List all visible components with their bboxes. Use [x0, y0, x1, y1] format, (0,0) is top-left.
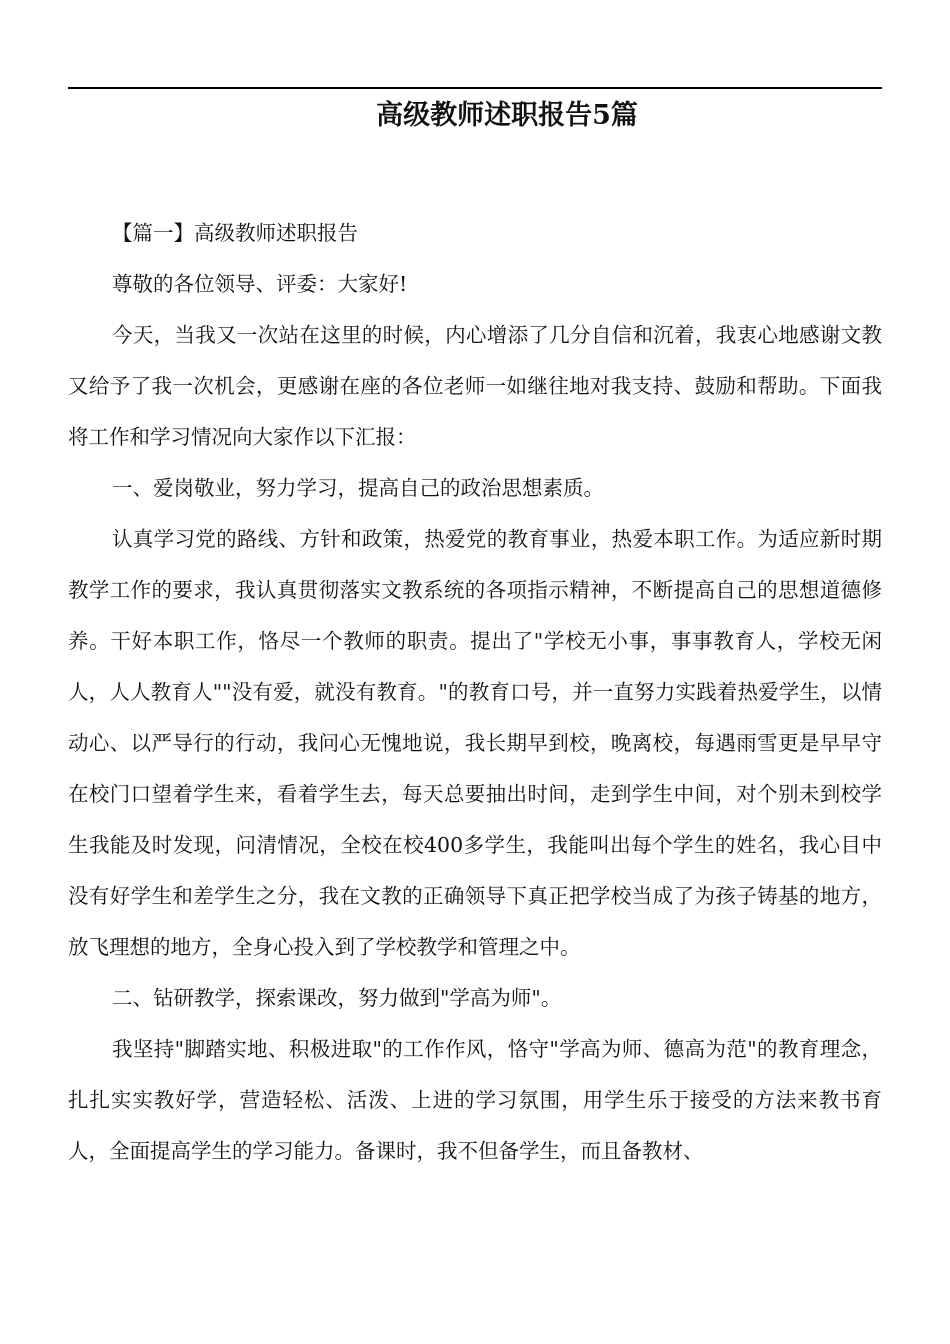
paragraph-heading-1: 一、爱岗敬业，努力学习，提高自己的政治思想素质。 [112, 476, 604, 500]
paragraph-intro: 今天，当我又一次站在这里的时候，内心增添了几分自信和沉着，我衷心地感谢文教又给予了我一次机会，更感谢在座的各位老师一如继往地对我支持、鼓励和帮助。下面我将工作和学习情况向大家作以下汇报： [68, 323, 882, 449]
paragraph-heading-2: 二、钻研教学，探索课改，努力做到"学高为师"。 [112, 986, 562, 1010]
paragraph-body-2: 我坚持"脚踏实地、积极进取"的工作作风，恪守"学高为师、德高为范"的教育理念，扎扎实实教好学，营造轻松、活泼、上进的学习氛围，用学生乐于接受的方法来教书育人，全面提高学生的学习能力。备课时，我不但备学生，而且备教材、 [68, 1037, 882, 1163]
paragraph-body-1: 认真学习党的路线、方针和政策，热爱党的教育事业，热爱本职工作。为适应新时期教学工作的要求，我认真贯彻落实文教系统的各项指示精神，不断提高自己的思想道德修养。干好本职工作，恪尽一个教师的职责。提出了"学校无小事，事事教育人，学校无闲人，人人教育人""没有爱，就没有教育。"的教育口号，并一直努力实践着热爱学生，以情动心、以严导行的行动，我问心无愧地说，我长期早到校，晚离校，每遇雨雪更是早早守在校门口望着学生来，看着学生去，每天总要抽出时间，走到学生中间，对个别未到校学生我能及时发现，问清情况，全校在校400多学生，我能叫出每个学生的姓名，我心目中没有好学生和差学生之分，我在文教的正确领导下真正把学校当成了为孩子铸基的地方，放飞理想的地方，全身心投入到了学校教学和管理之中。 [68, 527, 882, 959]
section-heading: 【篇一】高级教师述职报告 [112, 221, 358, 245]
document-title: 高级教师述职报告5篇 [376, 100, 638, 131]
paragraph-greeting: 尊敬的各位领导、评委：大家好! [112, 272, 408, 296]
document-body [68, 208, 882, 1177]
header-rule [68, 87, 882, 89]
